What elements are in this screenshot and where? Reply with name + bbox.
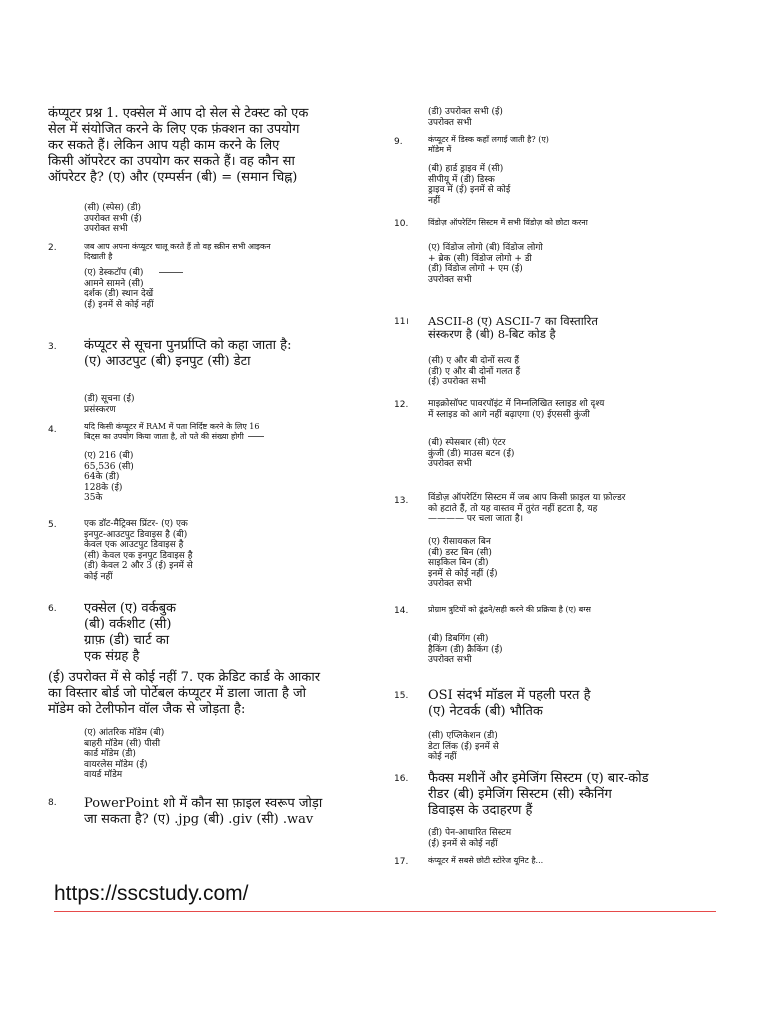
q14-text: प्रोग्राम त्रुटियों को ढूंढने/सही करने की प्रक्रिया है (ए) बग्स — [428, 605, 591, 614]
q16-text: फैक्स मशीनें और इमेजिंग सिस्टम (ए) बार-कोड रीडर (बी) इमेजिंग सिस्टम (सी) स्कैनिंग डिवाइस के उदाहरण हैं — [428, 771, 649, 818]
footer-link[interactable]: https://sscstudy.com/ — [54, 882, 249, 905]
q15-text: OSI संदर्भ मॉडल में पहली परत है (ए) नेटवर्क (बी) भौतिक — [428, 688, 591, 719]
q14-options: (बी) डिबगिंग (सी) हैकिंग (डी) क्रैकिंग (ई) उपरोक्त सभी — [428, 634, 503, 665]
q2-options: (ए) डेस्कटॉप (बी) आमने सामने (सी) दर्शक (डी) स्थान देखें (ई) इनमें से कोई नहीं — [84, 268, 183, 310]
q7-options: (ए) आंतरिक मॉडेम (बी) बाहरी मॉडेम (सी) पीसी कार्ड मॉडेम (डी) वायरलेस मॉडेम (ई) वायर्ड मॉडेम — [84, 728, 165, 780]
q5-text: एक डॉट-मैट्रिक्स प्रिंटर- (ए) एक इनपुट-आउटपुट डिवाइस है (बी) केवल एक आउटपुट डिवाइस है (सी) केवल एक इनपुट डिवाइस है (डी) केवल 2 और 3 (ई) इनमें से कोई नहीं — [84, 519, 193, 582]
q10-number: 10. — [394, 219, 409, 229]
q17-text: कंप्यूटर में सबसे छोटी स्टोरेज यूनिट है... — [428, 856, 544, 865]
q1-options: (सी) (स्पेस) (डी) उपरोक्त सभी (ई) उपरोक्त सभी — [84, 203, 142, 234]
q9-options: (बी) हार्ड ड्राइव में (सी) सीपीयू में (डी) डिस्क ड्राइव में (ई) इनमें से कोई नहीं — [428, 164, 511, 206]
q8-number: 8. — [48, 798, 57, 808]
q8-text: PowerPoint शो में कौन सा फ़ाइल स्वरूप जोड़ा जा सकता है? (ए) .jpg (बी) .giv (सी) .wav — [84, 796, 323, 827]
q15-number: 15. — [394, 691, 409, 701]
q13-number: 13. — [394, 496, 409, 506]
q11-text: ASCII-8 (ए) ASCII-7 का विस्तारित संस्करण है (बी) 8-बिट कोड है — [428, 314, 598, 341]
q12-text: माइक्रोसॉफ्ट पावरपॉइंट में निम्नलिखित स्लाइड शो दृश्य में स्लाइड को आगे नहीं बढ़ाएगा (ए) ईएससी कुंजी — [428, 399, 605, 420]
q2-number: 2. — [48, 243, 57, 253]
q5-number: 5. — [48, 520, 57, 530]
q9-text: कंप्यूटर में डिस्क कहाँ लगाई जाती है? (ए) मॉडेम में — [428, 135, 549, 154]
q4-options: (ए) 216 (बी) 65,536 (सी) 64के (डी) 128के (ई) 35के — [84, 451, 134, 503]
q16-number: 16. — [394, 774, 409, 784]
q3-text: कंप्यूटर से सूचना पुनर्प्राप्ति को कहा जाता है: (ए) आउटपुट (बी) इनपुट (सी) डेटा — [84, 338, 292, 369]
q10-options: (ए) विंडोज लोगो (बी) विंडोज लोगो + ब्रेक (सी) विंडोज लोगो + डी (डी) विंडोज लोगो + एम (ई) उपरोक्त सभी — [428, 243, 543, 285]
blank-line — [159, 272, 183, 273]
q12-number: 12. — [394, 400, 409, 410]
q13-options: (ए) रीसायकल बिन (बी) डस्ट बिन (सी) साइकिल बिन (डी) इनमें से कोई नहीं (ई) उपरोक्त सभी — [428, 537, 498, 589]
q10-text: विंडोज़ ऑपरेटिंग सिस्टम में सभी विंडोज़ को छोटा करना — [428, 218, 588, 227]
q16-options: (डी) पेन-आधारित सिस्टम (ई) इनमें से कोई नहीं — [428, 828, 512, 849]
top-options: (डी) उपरोक्त सभी (ई) उपरोक्त सभी — [428, 107, 503, 128]
q11-options: (सी) ए और बी दोनों सत्य हैं (डी) ए और बी दोनों गलत हैं (ई) उपरोक्त सभी — [428, 356, 521, 387]
q14-number: 14. — [394, 606, 409, 616]
q2-text: जब आप अपना कंप्यूटर चालू करते हैं तो वह स्क्रीन सभी आइकन दिखाती है — [84, 242, 271, 261]
q11-number: 11। — [394, 317, 409, 327]
intro-question: कंप्यूटर प्रश्न 1. एक्सेल में आप दो सेल से टेक्स्ट को एक सेल में संयोजित करने के लिए एक फ़ंक्शन का उपयोग कर सकते हैं। लेकिन आप यही काम करने के लिए किसी ऑपरेटर का उपयोग कर सकते हैं। वह कौन सा ऑपरेटर है? (ए) और (एम्पर्सन (बी) = (समान चिह्न) — [48, 106, 309, 185]
q6-text: एक्सेल (ए) वर्कबुक (बी) वर्कशीट (सी) ग्राफ़ (डी) चार्ट का एक संग्रह है — [84, 601, 177, 664]
q3-options: (डी) सूचना (ई) प्रसंस्करण — [84, 394, 135, 415]
q7-text: (ई) उपरोक्त में से कोई नहीं 7. एक क्रेडिट कार्ड के आकार का विस्तार बोर्ड जो पोर्टेबल कंप्यूटर में डाला जाता है जो मॉडेम को टेलीफोन वॉल जैक से जोड़ता है: — [48, 670, 321, 717]
q12-options: (बी) स्पेसबार (सी) एंटर कुंजी (डी) माउस बटन (ई) उपरोक्त सभी — [428, 438, 515, 469]
q9-number: 9. — [394, 137, 403, 147]
blank-line — [248, 436, 264, 437]
q6-number: 6. — [48, 604, 57, 614]
q4-text: यदि किसी कंप्यूटर में RAM में पता निर्दिष्ट करने के लिए 16 बिट्स का उपयोग किया जाता है, तो पते की संख्या होगी — [84, 422, 264, 441]
q3-number: 3. — [48, 342, 57, 352]
q13-text: विंडोज़ ऑपरेटिंग सिस्टम में जब आप किसी फ़ाइल या फ़ोल्डर को हटाते हैं, तो यह वास्तव में तुरंत नहीं हटता है, यह ———— पर चला जाता है। — [428, 493, 626, 524]
q17-number: 17. — [394, 857, 409, 867]
footer-divider — [54, 911, 716, 912]
q15-options: (सी) एप्लिकेशन (डी) डेटा लिंक (ई) इनमें से कोई नहीं — [428, 731, 499, 762]
q4-number: 4. — [48, 425, 57, 435]
